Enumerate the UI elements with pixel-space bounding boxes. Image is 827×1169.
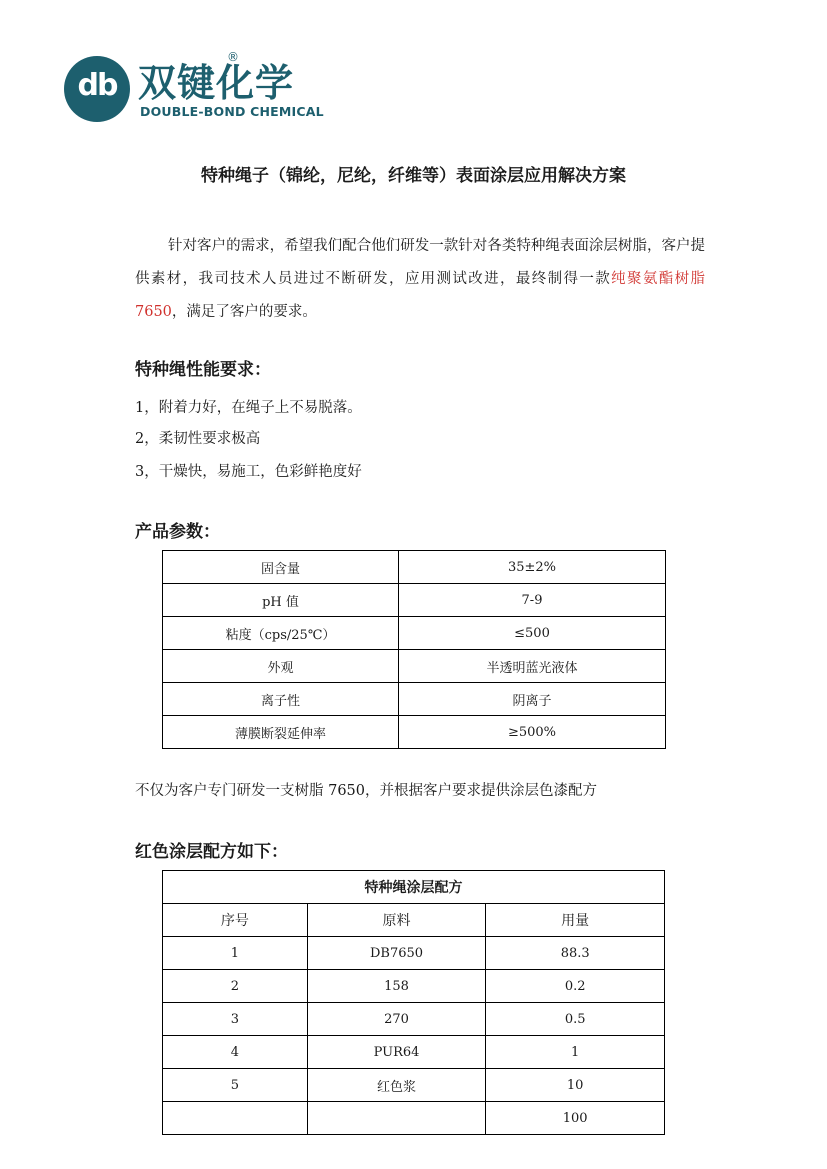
table-cell: 2 [163, 970, 308, 1003]
registered-mark: ® [227, 50, 239, 64]
logo-mark [64, 56, 130, 122]
table-row [163, 584, 666, 617]
table-cell: 红色浆 [307, 1069, 486, 1102]
param-value: ≤500 [399, 617, 666, 650]
table-cell: 270 [307, 1003, 486, 1036]
table-row [163, 937, 665, 970]
requirements-heading: 特种绳性能要求： [135, 360, 271, 380]
column-header: 用量 [486, 904, 665, 937]
table-cell: 0.2 [486, 970, 665, 1003]
params-table [162, 550, 666, 749]
logo-mark-text: db [77, 68, 117, 103]
table-row [163, 551, 666, 584]
intro-text-after: ，满足了客户的要求。 [171, 304, 317, 320]
formula-table [162, 870, 665, 1135]
table-cell: 88.3 [486, 937, 665, 970]
param-name: 固含量 [163, 551, 399, 584]
table-cell: 3 [163, 1003, 308, 1036]
requirement-item: 3，干燥快，易施工，色彩鲜艳度好 [135, 464, 362, 480]
table-row [163, 716, 666, 749]
param-name: 外观 [163, 650, 399, 683]
table-header-row [163, 904, 665, 937]
column-header: 原料 [307, 904, 486, 937]
requirement-item: 2，柔韧性要求极高 [135, 431, 261, 447]
logo-name-cn: 双键化学 [138, 61, 295, 105]
param-name: 粘度（cps/25℃） [163, 617, 399, 650]
table-cell: 5 [163, 1069, 308, 1102]
table-cell: 100 [486, 1102, 665, 1135]
requirement-item: 1，附着力好，在绳子上不易脱落。 [135, 400, 362, 416]
param-value: ≥500% [399, 716, 666, 749]
table-row [163, 650, 666, 683]
table-cell: PUR64 [307, 1036, 486, 1069]
intro-text-before: 针对客户的需求，希望我们配合他们研发一款针对各类特种绳表面涂层树脂，客户提供素材，我司技术人员进过不断研发，应用测试改进，最终制得一款 [135, 238, 705, 287]
company-logo [64, 50, 334, 125]
table-row [163, 1102, 665, 1135]
param-value: 半透明蓝光液体 [399, 650, 666, 683]
table-row [163, 1036, 665, 1069]
params-heading: 产品参数： [135, 522, 220, 542]
table-cell: 158 [307, 970, 486, 1003]
table-title-row [163, 871, 665, 904]
logo-name-en: DOUBLE-BOND CHEMICAL [140, 104, 324, 119]
document-title: 特种绳子（锦纶，尼纶，纤维等）表面涂层应用解决方案 [201, 166, 626, 186]
table-cell: 4 [163, 1036, 308, 1069]
formula-table-title: 特种绳涂层配方 [163, 871, 665, 904]
product-highlight: 纯聚氨酯树脂 7650 [135, 271, 705, 320]
param-name: pH 值 [163, 584, 399, 617]
intro-paragraph [135, 230, 705, 329]
table-cell: DB7650 [307, 937, 486, 970]
param-name: 薄膜断裂延伸率 [163, 716, 399, 749]
table-row [163, 1069, 665, 1102]
note-text: 不仅为客户专门研发一支树脂 7650，并根据客户要求提供涂层色漆配方 [135, 783, 598, 799]
table-row [163, 617, 666, 650]
table-cell: 1 [486, 1036, 665, 1069]
param-value: 7-9 [399, 584, 666, 617]
table-cell: 0.5 [486, 1003, 665, 1036]
table-cell [307, 1102, 486, 1135]
table-row [163, 683, 666, 716]
table-cell: 1 [163, 937, 308, 970]
column-header: 序号 [163, 904, 308, 937]
param-value: 35±2% [399, 551, 666, 584]
table-row [163, 970, 665, 1003]
table-cell: 10 [486, 1069, 665, 1102]
table-row [163, 1003, 665, 1036]
table-cell [163, 1102, 308, 1135]
param-value: 阴离子 [399, 683, 666, 716]
formula-heading: 红色涂层配方如下： [135, 842, 288, 862]
param-name: 离子性 [163, 683, 399, 716]
